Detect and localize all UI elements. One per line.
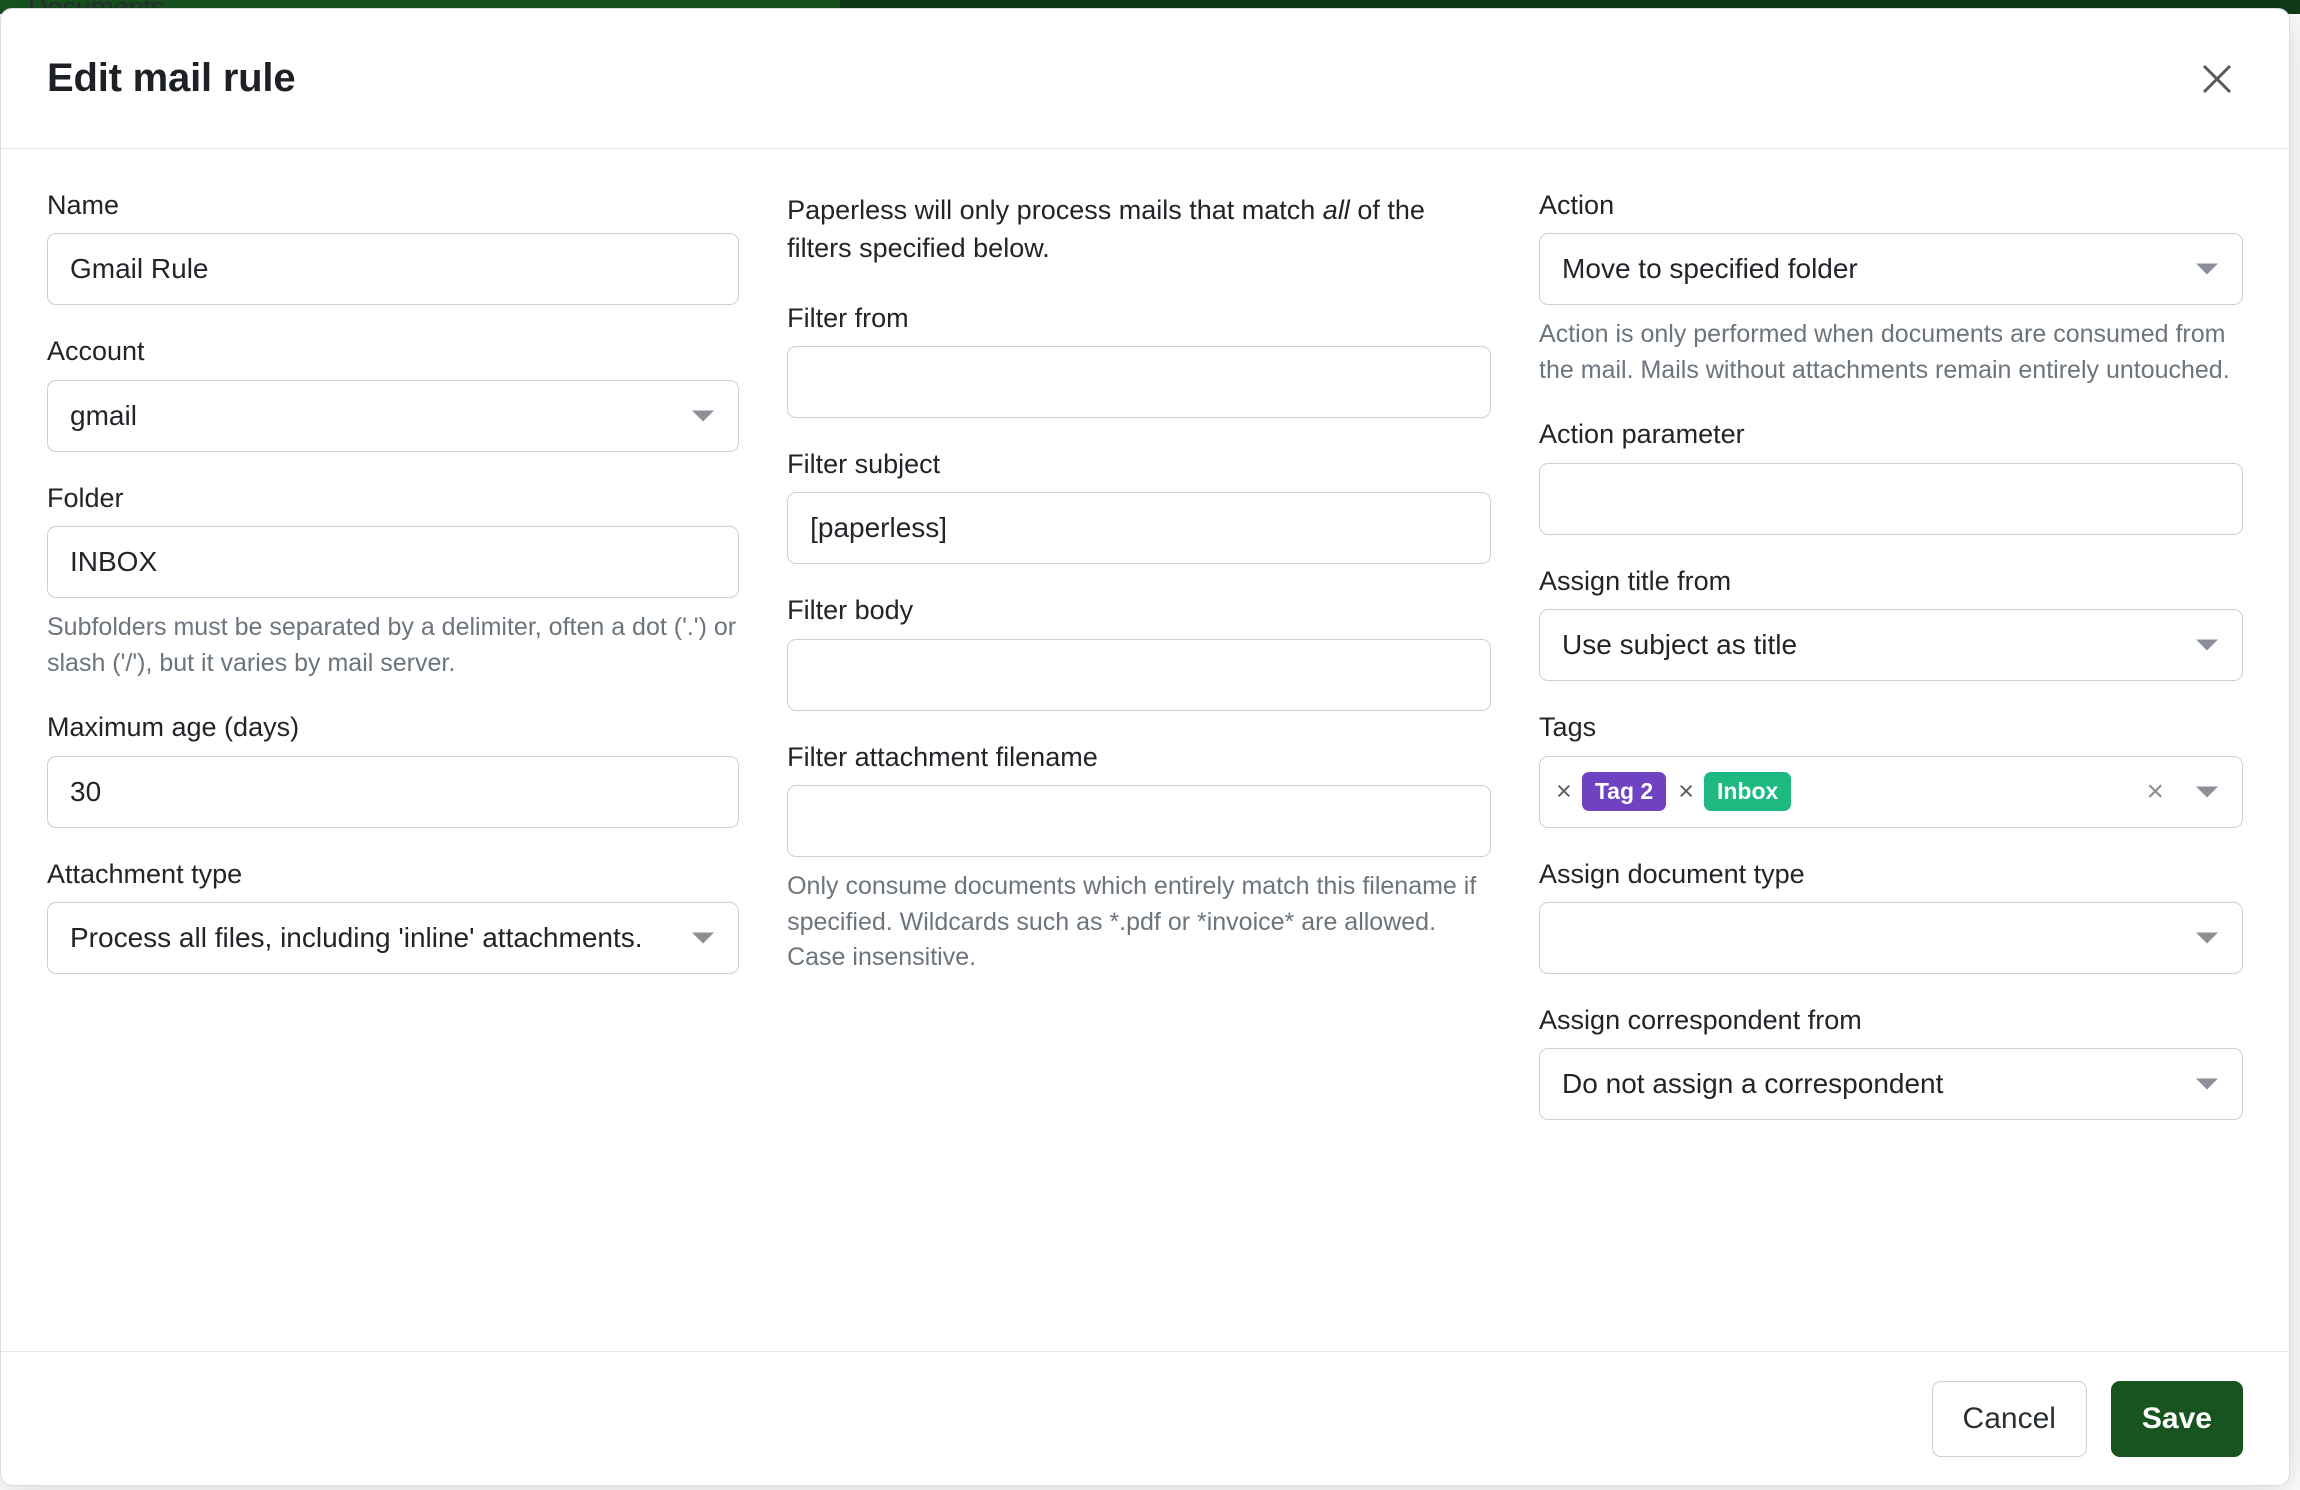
close-icon[interactable] [2189, 51, 2245, 107]
field-name [47, 189, 739, 305]
filter-subject-input[interactable] [787, 492, 1491, 564]
field-action-parameter [1539, 418, 2243, 534]
assign-correspondent-from-select[interactable] [1539, 1048, 2243, 1120]
account-select[interactable] [47, 380, 739, 452]
attachment-type-select[interactable] [47, 902, 739, 974]
column-general [47, 189, 739, 1351]
assign-correspondent-from-label: Assign correspondent from [1539, 1004, 1862, 1035]
field-filter-attachment-filename [787, 741, 1491, 976]
tags-label: Tags [1539, 712, 1597, 743]
chevron-down-icon [2196, 264, 2218, 275]
account-select-value: gmail [70, 399, 137, 431]
filters-intro-after: of the filters specified below. [787, 195, 1425, 264]
chevron-down-icon [692, 932, 714, 943]
column-filters [787, 189, 1491, 1351]
assign-title-from-label: Assign title from [1539, 565, 1732, 596]
maximum-age-label: Maximum age (days) [47, 712, 300, 743]
dialog-header [1, 9, 2289, 149]
action-label: Action [1539, 190, 1615, 220]
field-tags [1539, 711, 2243, 827]
folder-help-text: Subfolders must be separated by a delimiter, often a dot ('.') or slash ('/'), but it varies by mail server. [47, 613, 737, 677]
filter-body-label: Filter body [787, 595, 914, 626]
action-parameter-input[interactable] [1539, 463, 2243, 535]
field-maximum-age [47, 711, 739, 827]
field-action [1539, 189, 2243, 388]
filters-intro-before: Paperless will only process mails that match [787, 195, 1323, 225]
filter-body-input[interactable] [787, 639, 1491, 711]
edit-mail-rule-dialog [0, 8, 2290, 1486]
name-input[interactable] [47, 233, 739, 305]
filter-attachment-help-text: Only consume documents which entirely match this filename if specified. Wildcards such as *.pdf or *invoice* are allowed. Case insensitive. [787, 872, 1477, 972]
tag-pill-label: Tag 2 [1582, 772, 1666, 810]
filters-intro-text [787, 191, 1491, 268]
dialog-footer [1, 1351, 2289, 1485]
filter-from-label: Filter from [787, 302, 909, 333]
field-filter-from [787, 302, 1491, 418]
filter-subject-label: Filter subject [787, 449, 941, 480]
filters-intro-emphasis: all [1322, 195, 1350, 225]
tags-select[interactable] [1539, 756, 2243, 828]
field-filter-body [787, 594, 1491, 710]
filter-attachment-filename-input[interactable] [787, 785, 1491, 857]
chevron-down-icon [2196, 1079, 2218, 1090]
field-filter-subject [787, 448, 1491, 564]
action-select[interactable] [1539, 233, 2243, 305]
assign-title-from-value: Use subject as title [1562, 629, 1798, 661]
chevron-down-icon [2196, 932, 2218, 943]
remove-tag-icon[interactable]: × [1556, 776, 1572, 807]
save-button[interactable]: Save [2111, 1381, 2243, 1457]
field-folder [47, 482, 739, 681]
filter-from-input[interactable] [787, 346, 1491, 418]
folder-label: Folder [47, 482, 124, 513]
field-assign-document-type [1539, 858, 2243, 974]
chevron-down-icon [2196, 786, 2218, 797]
column-actions [1539, 189, 2243, 1351]
chevron-down-icon [2196, 640, 2218, 651]
action-select-value: Move to specified folder [1562, 253, 1858, 285]
attachment-type-select-value: Process all files, including 'inline' attachments. [70, 921, 643, 953]
assign-document-type-select[interactable] [1539, 902, 2243, 974]
filter-attachment-filename-label: Filter attachment filename [787, 741, 1098, 772]
assign-document-type-label: Assign document type [1539, 858, 1805, 889]
clear-tags-icon[interactable]: × [2146, 774, 2164, 808]
field-assign-correspondent-from [1539, 1004, 2243, 1120]
maximum-age-input[interactable] [47, 756, 739, 828]
action-help-text: Action is only performed when documents are consumed from the mail. Mails without attachments remain entirely untouched. [1539, 320, 2230, 384]
folder-input[interactable] [47, 526, 739, 598]
field-attachment-type [47, 858, 739, 974]
tag-chip [1556, 772, 1666, 810]
cancel-button[interactable]: Cancel [1932, 1381, 2087, 1457]
remove-tag-icon[interactable]: × [1678, 776, 1694, 807]
assign-title-from-select[interactable] [1539, 609, 2243, 681]
attachment-type-label: Attachment type [47, 858, 243, 889]
name-label: Name [47, 190, 120, 220]
field-account [47, 335, 739, 451]
assign-correspondent-from-value: Do not assign a correspondent [1562, 1068, 1944, 1100]
chevron-down-icon [692, 410, 714, 421]
dialog-title: Edit mail rule [47, 56, 296, 100]
tag-chip [1678, 772, 1791, 810]
action-parameter-label: Action parameter [1539, 419, 1745, 450]
field-assign-title-from [1539, 565, 2243, 681]
dialog-body [1, 149, 2289, 1351]
account-label: Account [47, 336, 145, 367]
tag-pill-label: Inbox [1704, 772, 1791, 810]
